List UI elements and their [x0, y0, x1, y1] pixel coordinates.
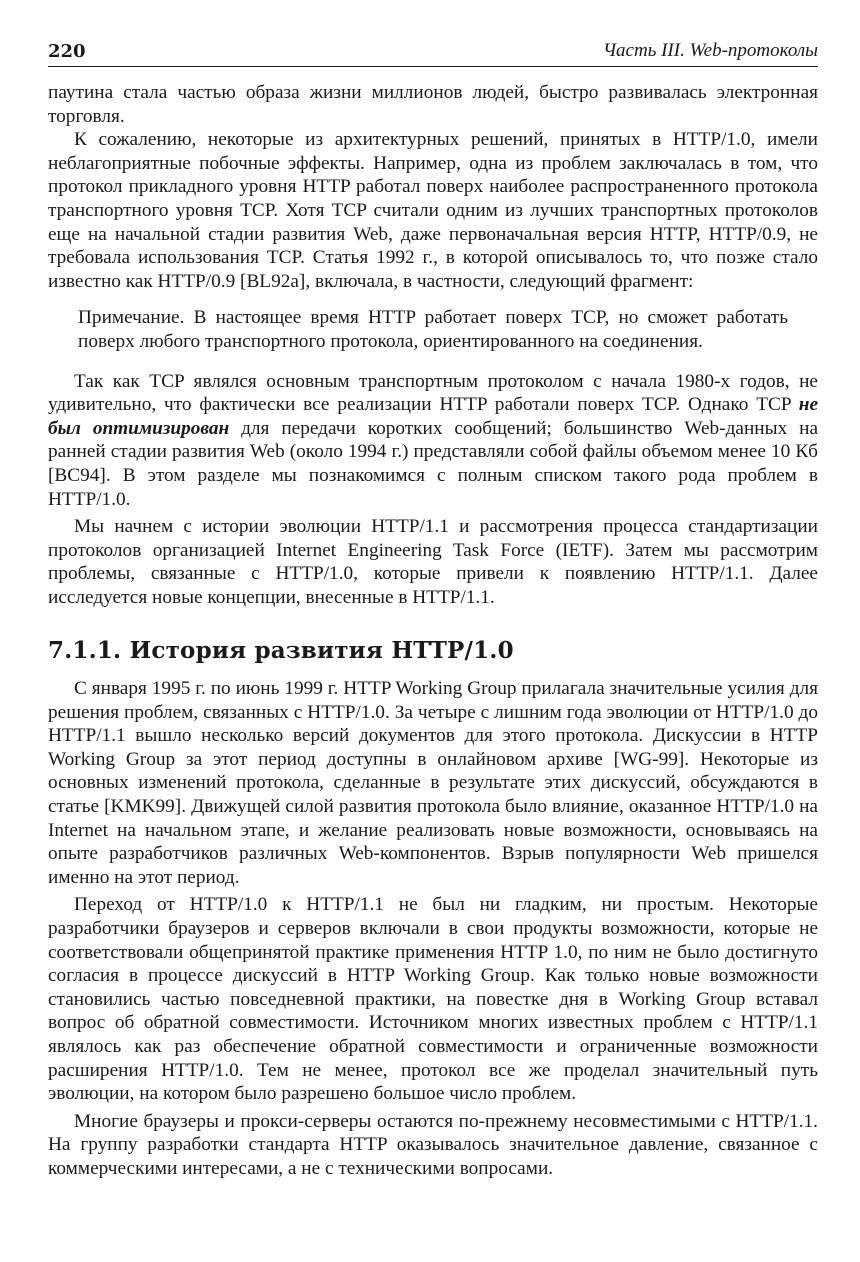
paragraph: [48, 370, 818, 512]
paragraph: С января 1995 г. по июнь 1999 г. HTTP Working Group прилагала значительные усилия для решения проблем, связанных с HTTP/1.0. За четыре с лишним года эволюции от HTTP/1.0 до HTTP/1.1 вышло несколько версий документов для этого протокола. Дискуссии в HTTP Working Group за этот период доступны в онлайновом архиве [WG-99]. Некоторые из основных изменений протокола, сделанные в результате этих дискуссий, обсуждаются в статье [KMK99]. Движущей силой развития протокола было влияние, оказанное HTTP/1.0 на Internet на начальном этапе, и желание реализовать новые возможности, основываясь на опыте разработчиков различных Web-компонентов. Взрыв популярности Web пришелся именно на этот период.: [48, 678, 818, 888]
paragraph: Переход от HTTP/1.0 к HTTP/1.1 не был ни гладким, ни простым. Некоторые разработчики браузеров и серверов включали в свои продукты возможности, которые не соответствовали общепринятой практике применения HTTP 1.0, по ним не было достигнуто согласия в процессе дискуссий в HTTP Working Group. Как только новые возможности становились частью повседневной практики, на повестке дня в Working Group вставал вопрос об обратной совместимости. Источником многих известных проблем с HTTP/1.1 являлось как раз обеспечение обратной совместимости и ограниченные возможности расширения HTTP/1.0. Тем не менее, протокол все же проделал значительный путь эволюции, на котором было разрешено большое число проблем.: [48, 894, 818, 1105]
paragraph-text: Так как TCP являлся основным транспортным протоколом с начала 1980-х годов, не удивительно, что фактически все реализации HTTP работали поверх TCP. Однако TCP: [48, 370, 818, 416]
book-page: [48, 40, 818, 1181]
section-heading: 7.1.1. История развития HTTP/1.0: [48, 637, 514, 665]
paragraph-text: для передачи коротких сообщений; большинство Web-данных на ранней стадии развития Web (около 1994 г.) представляли собой файлы объемом менее 10 Кб [BC94]. В этом разделе мы познакомимся с полным списком такого рода проблем в HTTP/1.0.: [48, 417, 819, 510]
paragraph: К сожалению, некоторые из архитектурных решений, принятых в HTTP/1.0, имели неблагоприятные побочные эффекты. Например, одна из проблем заключалась в том, что протокол прикладного уровня HTTP работал поверх наиболее распространенного протокола транспортного уровня TCP. Хотя TCP считали одним из лучших транспортных протоколов еще на начальной стадии развития Web, даже первоначальная версия HTTP, HTTP/0.9, не требовала использования TCP. Статья 1992 г., в которой описывалось то, что позже стало известно как HTTP/0.9 [BL92a], включала, в частности, следующий фрагмент:: [48, 129, 818, 292]
quoted-note: Примечание. В настоящее время HTTP работает поверх TCP, но сможет работать поверх любого транспортного протокола, ориентированного на соединения.: [78, 307, 788, 352]
paragraph: Многие браузеры и прокси-серверы остаются по-прежнему несовместимыми с HTTP/1.1. На группу разработки стандарта HTTP оказывалось значительное давление, связанное с коммерческими интересами, а не с техническими вопросами.: [48, 1110, 818, 1179]
page-number: 220: [48, 41, 86, 62]
paragraph: Мы начнем с истории эволюции HTTP/1.1 и рассмотрения процесса стандартизации протоколов организацией Internet Engineering Task Force (IETF). Затем мы рассмотрим проблемы, связанные с HTTP/1.0, которые привели к появлению HTTP/1.1. Далее исследуется новые концепции, внесенные в HTTP/1.1.: [48, 516, 818, 608]
page-header: [48, 40, 818, 67]
emphasized-text: не был оптимизирован: [48, 394, 818, 439]
paragraph: паутина стала частью образа жизни миллионов людей, быстро развивалась электронная торговля.: [48, 82, 818, 127]
running-title: Часть III. Web-протоколы: [602, 40, 818, 61]
page-body: [48, 81, 818, 1181]
